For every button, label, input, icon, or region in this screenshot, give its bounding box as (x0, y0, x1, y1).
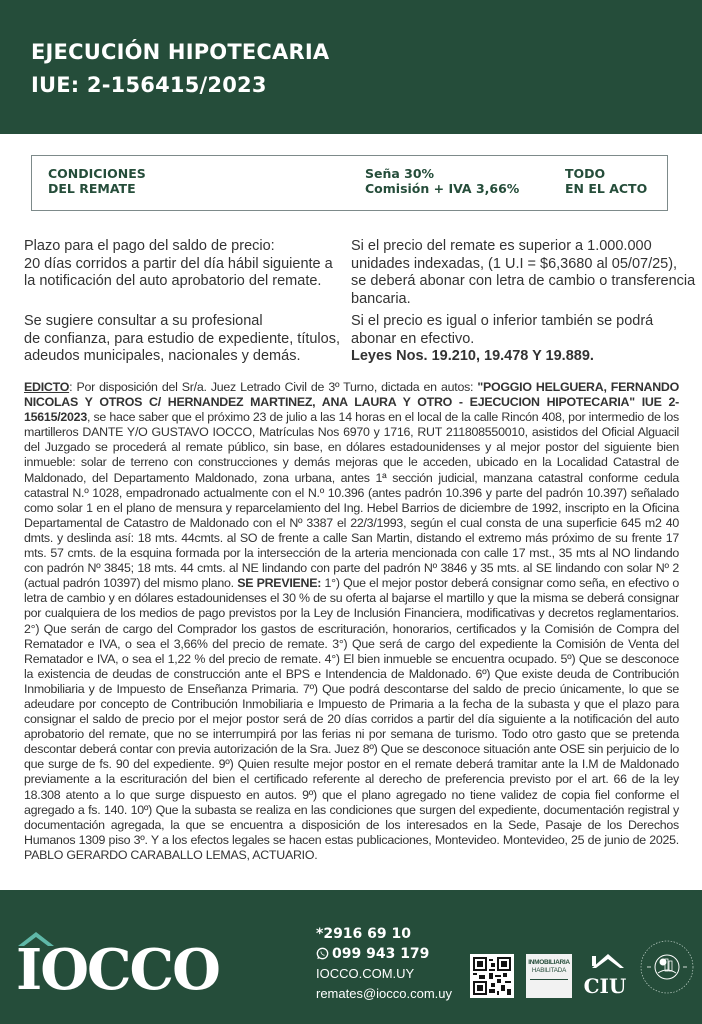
edicto-text (24, 380, 679, 863)
inmobiliaria-habilitada-badge (526, 954, 572, 998)
plazo-info (24, 238, 344, 291)
badge-line1: INMOBILIARIA (528, 959, 570, 966)
badge-line2: HABILITADA (531, 967, 567, 974)
precio-superior-info (351, 238, 696, 308)
logo-wordmark: IOCCO (16, 937, 219, 1003)
page-title: EJECUCIÓN HIPOTECARIA (31, 40, 330, 64)
edicto-paragraph: 1°) Que el mejor postor deberá consignar como seña, en efectivo o letra de cambio y en dólares estadounidenses el 30 % de su oferta al bajarse el martillo y que la misma se deberá consignar por cualquiera de los medios de pago previstos por la Ley de Inclusión Financiera, modificativas y decretos reglamentarios. 2°) Que serán de cargo del Comprador los gastos de escrituración, honorarios, certificados y la Comisión de Compra del Rematador e IVA, o sea el 3,66% del precio de remate. 3°) Que será de cargo del expediente la Comisión de Venta del Rematador e IVA, o sea el 1,22 % del precio de remate. 4°) El bien inmueble se encuentra ocupado. 5º) Que se desconoce la existencia de deudas de construcción ante el BPS e Intendencia de Maldonado. 6º) Que existe deuda de Contribución Inmobiliaria y de Impuesto de Enseñanza Primaria. 7º) Que podrá descontarse del saldo de precio únicamente, lo que se adeudare por concepto de Contribución Inmobiliaria e Impuesto de Primaria a la fecha de la subasta y que el plazo para consignar el saldo de precio por el mejor postor será de 20 días corridos a partir del día siguiente a la notificación del auto aprobatorio del remate, que no se interrumpirá por las ferias ni por semana de turismo. Todo otro gasto que se pretenda descontar deberá contar con previa autorización de la Sra. Juez 8º) Que se desconoce situación ante OSE sin perjuicio de lo que surge de fs. 90 del expediente. 9º) Quien resulte mejor postor en el remate deberá tramitar ante la I.M de Maldonado previamente a la escrituración del bien el certificado referente al derecho de preferencia previsto por el art. 66 de la ley 18.308 atento a lo que surge dispuesto en autos. 9º) que el plano agregado no tiene validez de copia fiel conforme el agregado a fs. 140. 10º) Que la subasta se realiza en las condiciones que surgen del expediente, documentación registral y documentación agregada, la que se encuentra a disposición de los interesados en la Sede, Pasaje de los Derechos Humanos 1309 piso 3º. Y a los efectos legales se hacen estas publicaciones, Montevideo. Montevideo, 25 de junio de 2025. PABLO GERARDO CARABALLO LEMAS, ACTUARIO. (24, 576, 679, 862)
edicto-paragraph: : Por disposición del Sr/a. Juez Letrado Civil de 3º Turno, dictada en autos: (69, 380, 478, 394)
iocco-logo (16, 930, 288, 1003)
precio-inferior-line: abonar en efectivo. (351, 330, 475, 347)
precio-superior-line: Si el precio del remate es superior a 1.000.000 (351, 238, 652, 254)
contact-info (316, 924, 452, 1004)
edicto-label: EDICTO (24, 380, 70, 394)
sugerencia-info (24, 313, 354, 366)
qr-code-icon (473, 957, 511, 995)
conditions-label (48, 166, 146, 196)
conditions-box (31, 155, 668, 211)
comision-value: Comisión + IVA 3,66% (365, 181, 520, 196)
precio-inferior-info (351, 313, 696, 366)
plazo-line: 20 días corridos a partir del día hábil siguiente a (24, 255, 333, 272)
header-banner (0, 0, 702, 134)
website-link[interactable]: IOCCO.COM.UY (316, 966, 415, 981)
payment-line1: TODO (565, 166, 606, 181)
leyes-reference: Leyes Nos. 19.210, 19.478 Y 19.889. (351, 348, 594, 364)
sugerencia-line: de confianza, para estudio de expediente, títulos, (24, 330, 340, 347)
qr-code[interactable] (470, 954, 514, 998)
payment-line2: EN EL ACTO (565, 181, 648, 196)
whatsapp-line[interactable] (316, 944, 452, 964)
footer (0, 890, 702, 1024)
sena-value: Seña 30% (365, 166, 435, 181)
precio-inferior-line: Si el precio es igual o inferior también se podrá (351, 313, 654, 329)
se-previene-label: SE PREVIENE: (237, 576, 322, 591)
precio-superior-line: unidades indexadas, (1 U.I = $6,3680 al 05/07/25), (351, 255, 678, 272)
ciu-badge (584, 950, 626, 998)
plazo-line: Plazo para el pago del saldo de precio: (24, 238, 275, 254)
edicto-autos: "POGGIO HELGUERA, FERNANDO NICOLAS Y OTROS C/ HERNANDEZ MARTINEZ, ANA LAURA Y OTRO - EJECUCION HIPOTECARIA" IUE 2- 15615/2023 (24, 380, 679, 425)
conditions-label-line2: DEL REMATE (48, 181, 136, 196)
badge-divider (530, 979, 568, 988)
precio-superior-line: se deberá abonar con letra de cambio o transferencia (351, 273, 696, 289)
plazo-line: la notificación del auto aprobatorio del remate. (24, 273, 322, 289)
sugerencia-line: Se sugiere consultar a su profesional (24, 313, 263, 329)
conditions-fees (365, 166, 519, 196)
conditions-label-line1: CONDICIONES (48, 166, 146, 181)
sugerencia-line: adeudos municipales, nacionales y demás. (24, 348, 301, 364)
case-number: IUE: 2-156415/2023 (31, 73, 267, 97)
phone-line[interactable]: *2916 69 10 (316, 926, 411, 942)
precio-superior-line: bancaria. (351, 290, 411, 307)
whatsapp-number: 099 943 179 (332, 946, 430, 962)
whatsapp-icon (316, 947, 329, 960)
edicto-paragraph: , se hace saber que el próximo 23 de julio a las 14 horas en el local de la calle Rincón 408, por intermedio de los martilleros DANTE Y/O GUSTAVO IOCCO, Matrículas Nos 6970 y 1716, RUT 211808550010, asistidos del Oficial Alguacil del Juzgado se procederá al remate público, sin base, en dólares estadounidenses y al mejor postor del siguiente bien inmueble: solar de terreno con construcciones y demás mejoras que le acceden, ubicado en la Localidad Catastral de Maldonado, del Departamento Maldonado, zona urbana, antes 1ª sección judicial, manzana catastral conforme cedula catastral N.º 1028, empadronado actualmente con el N.º 10.396 (antes padrón 10.396 y parte del padrón 10.397) señalado como solar 1 en el plano de mensura y reparcelamiento del Ing. Hebel Barrios de diciembre de 1992, inscripto en la Oficina Departamental de Catastro de Maldonado con el Nº 3387 el 22/3/1993, según el cual consta de una superficie 645 m2 40 dmts. y deslinda así: 18 mts. 44cmts. al SO de frente a calle San Martin, distando el extremo más próximo de su frente 17 mts. 57 cmts. de la esquina formada por la intersección de la arteria mencionada con calle 17 mst., 35 mts al NO lindando con padrón Nº 3845; 18 mts. 44 cmts. al NE lindando con parte del padrón Nº 3846 y 35 mts. al SE lindando con solar Nº 2 (actual padrón 10397) del mismo plano. (24, 410, 679, 591)
email-link[interactable]: remates@iocco.com.uy (316, 986, 453, 1001)
camara-inmobiliaria-badge (639, 939, 695, 995)
conditions-payment (565, 166, 647, 196)
ciu-text: CIU (584, 974, 626, 998)
